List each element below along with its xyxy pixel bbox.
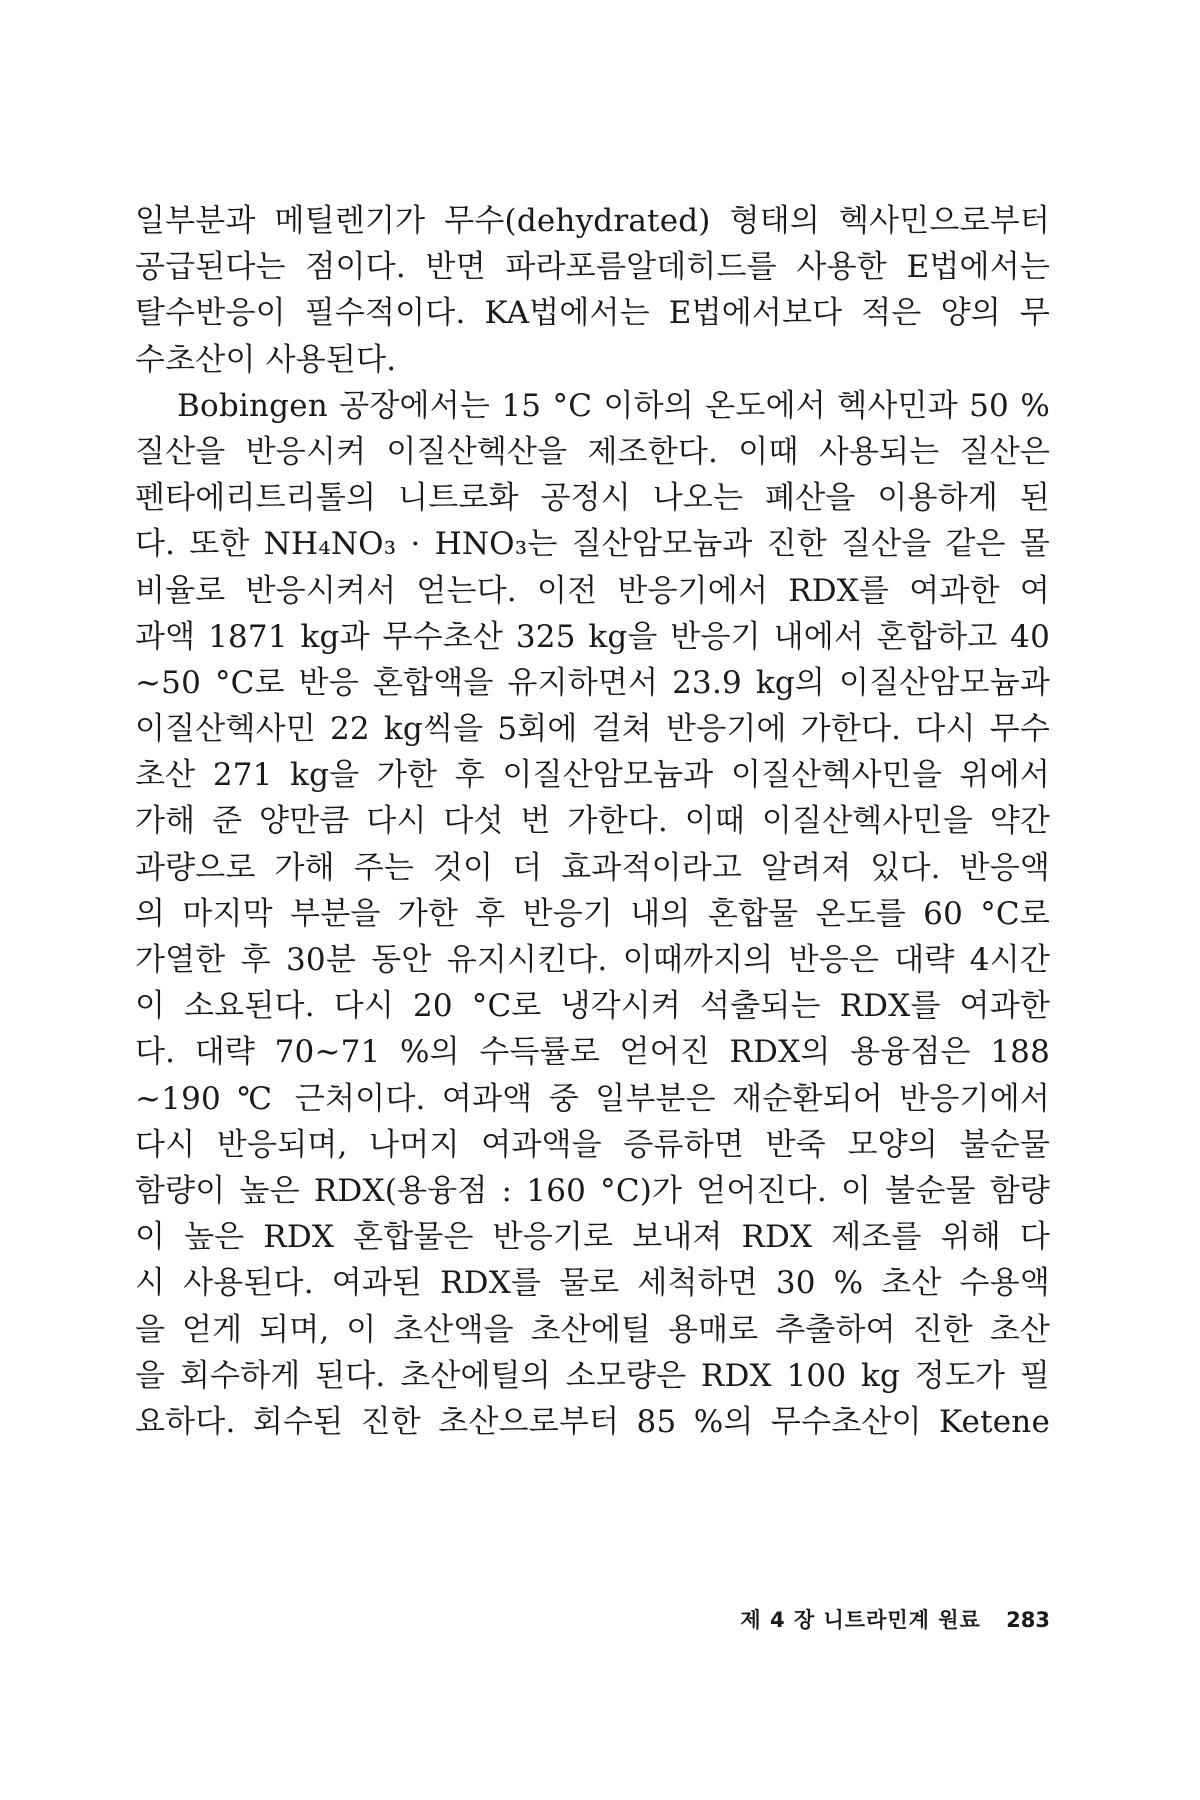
text-line: 을 얻게 되며, 이 초산액을 초산에틸 용매로 추출하여 진한 초산 xyxy=(135,1311,1050,1348)
text-line: 수초산이 사용된다. xyxy=(135,341,397,378)
running-chapter-title: 제 4 장 니트라민계 원료 xyxy=(740,1608,981,1632)
text-line: 다. 또한 NH₄NO₃ · HNO₃는 질산암모늄과 진한 질산을 같은 몰 xyxy=(135,526,1050,563)
page-number: 283 xyxy=(1006,1608,1050,1632)
text-line: 의 마지막 부분을 가한 후 반응기 내의 혼합물 온도를 60 °C로 xyxy=(135,895,1050,932)
text-line: 다. 대략 70~71 %의 수득률로 얻어진 RDX의 용융점은 188 xyxy=(135,1034,1050,1071)
text-line: 이 소요된다. 다시 20 °C로 냉각시켜 석출되는 RDX를 여과한 xyxy=(135,988,1050,1025)
text-line: 일부분과 메틸렌기가 무수(dehydrated) 형태의 헥사민으로부터 xyxy=(135,203,1050,239)
text-line: 초산 271 kg을 가한 후 이질산암모늄과 이질산헥사민을 위에서 xyxy=(135,757,1050,794)
text-line: 가해 준 양만큼 다시 다섯 번 가한다. 이때 이질산헥사민을 약간 xyxy=(135,803,1050,840)
text-line: 다시 반응되며, 나머지 여과액을 증류하면 반죽 모양의 불순물 xyxy=(135,1126,1050,1163)
text-line: ~50 °C로 반응 혼합액을 유지하면서 23.9 kg의 이질산암모늄과 xyxy=(135,664,1050,701)
text-line: 질산을 반응시켜 이질산헥산을 제조한다. 이때 사용되는 질산은 xyxy=(135,433,1050,470)
text-line: 이 높은 RDX 혼합물은 반응기로 보내져 RDX 제조를 위해 다 xyxy=(135,1219,1050,1256)
text-line: 비율로 반응시켜서 얻는다. 이전 반응기에서 RDX를 여과한 여 xyxy=(135,572,1050,609)
text-line: ~190 ℃ 근처이다. 여과액 중 일부분은 재순환되어 반응기에서 xyxy=(135,1080,1050,1117)
text-line: 가열한 후 30분 동안 유지시킨다. 이때까지의 반응은 대략 4시간 xyxy=(135,942,1050,978)
text-line: 시 사용된다. 여과된 RDX를 물로 세척하면 30 % 초산 수용액 xyxy=(135,1265,1050,1302)
text-line: 요하다. 회수된 진한 초산으로부터 85 %의 무수초산이 Ketene xyxy=(135,1403,1050,1440)
text-line: 이질산헥사민 22 kg씩을 5회에 걸쳐 반응기에 가한다. 다시 무수 xyxy=(135,711,1050,748)
text-line: 과액 1871 kg과 무수초산 325 kg을 반응기 내에서 혼합하고 40 xyxy=(135,618,1050,655)
page-footer xyxy=(0,1604,1050,1634)
text-line: 공급된다는 점이다. 반면 파라포름알데히드를 사용한 E법에서는 xyxy=(135,249,1050,286)
text-line: 과량으로 가해 주는 것이 더 효과적이라고 알려져 있다. 반응액 xyxy=(135,849,1050,886)
body-text xyxy=(135,198,1050,1445)
text-line: 탈수반응이 필수적이다. KA법에서는 E법에서보다 적은 양의 무 xyxy=(135,295,1050,332)
paragraph-start-line: Bobingen 공장에서는 15 °C 이하의 온도에서 헥사민과 50 % xyxy=(177,387,1050,424)
text-line: 펜타에리트리톨의 니트로화 공정시 나오는 폐산을 이용하게 된 xyxy=(135,480,1050,517)
text-line: 함량이 높은 RDX(용융점 : 160 °C)가 얻어진다. 이 불순물 함량 xyxy=(135,1172,1050,1209)
text-line: 을 회수하게 된다. 초산에틸의 소모량은 RDX 100 kg 정도가 필 xyxy=(135,1357,1050,1394)
